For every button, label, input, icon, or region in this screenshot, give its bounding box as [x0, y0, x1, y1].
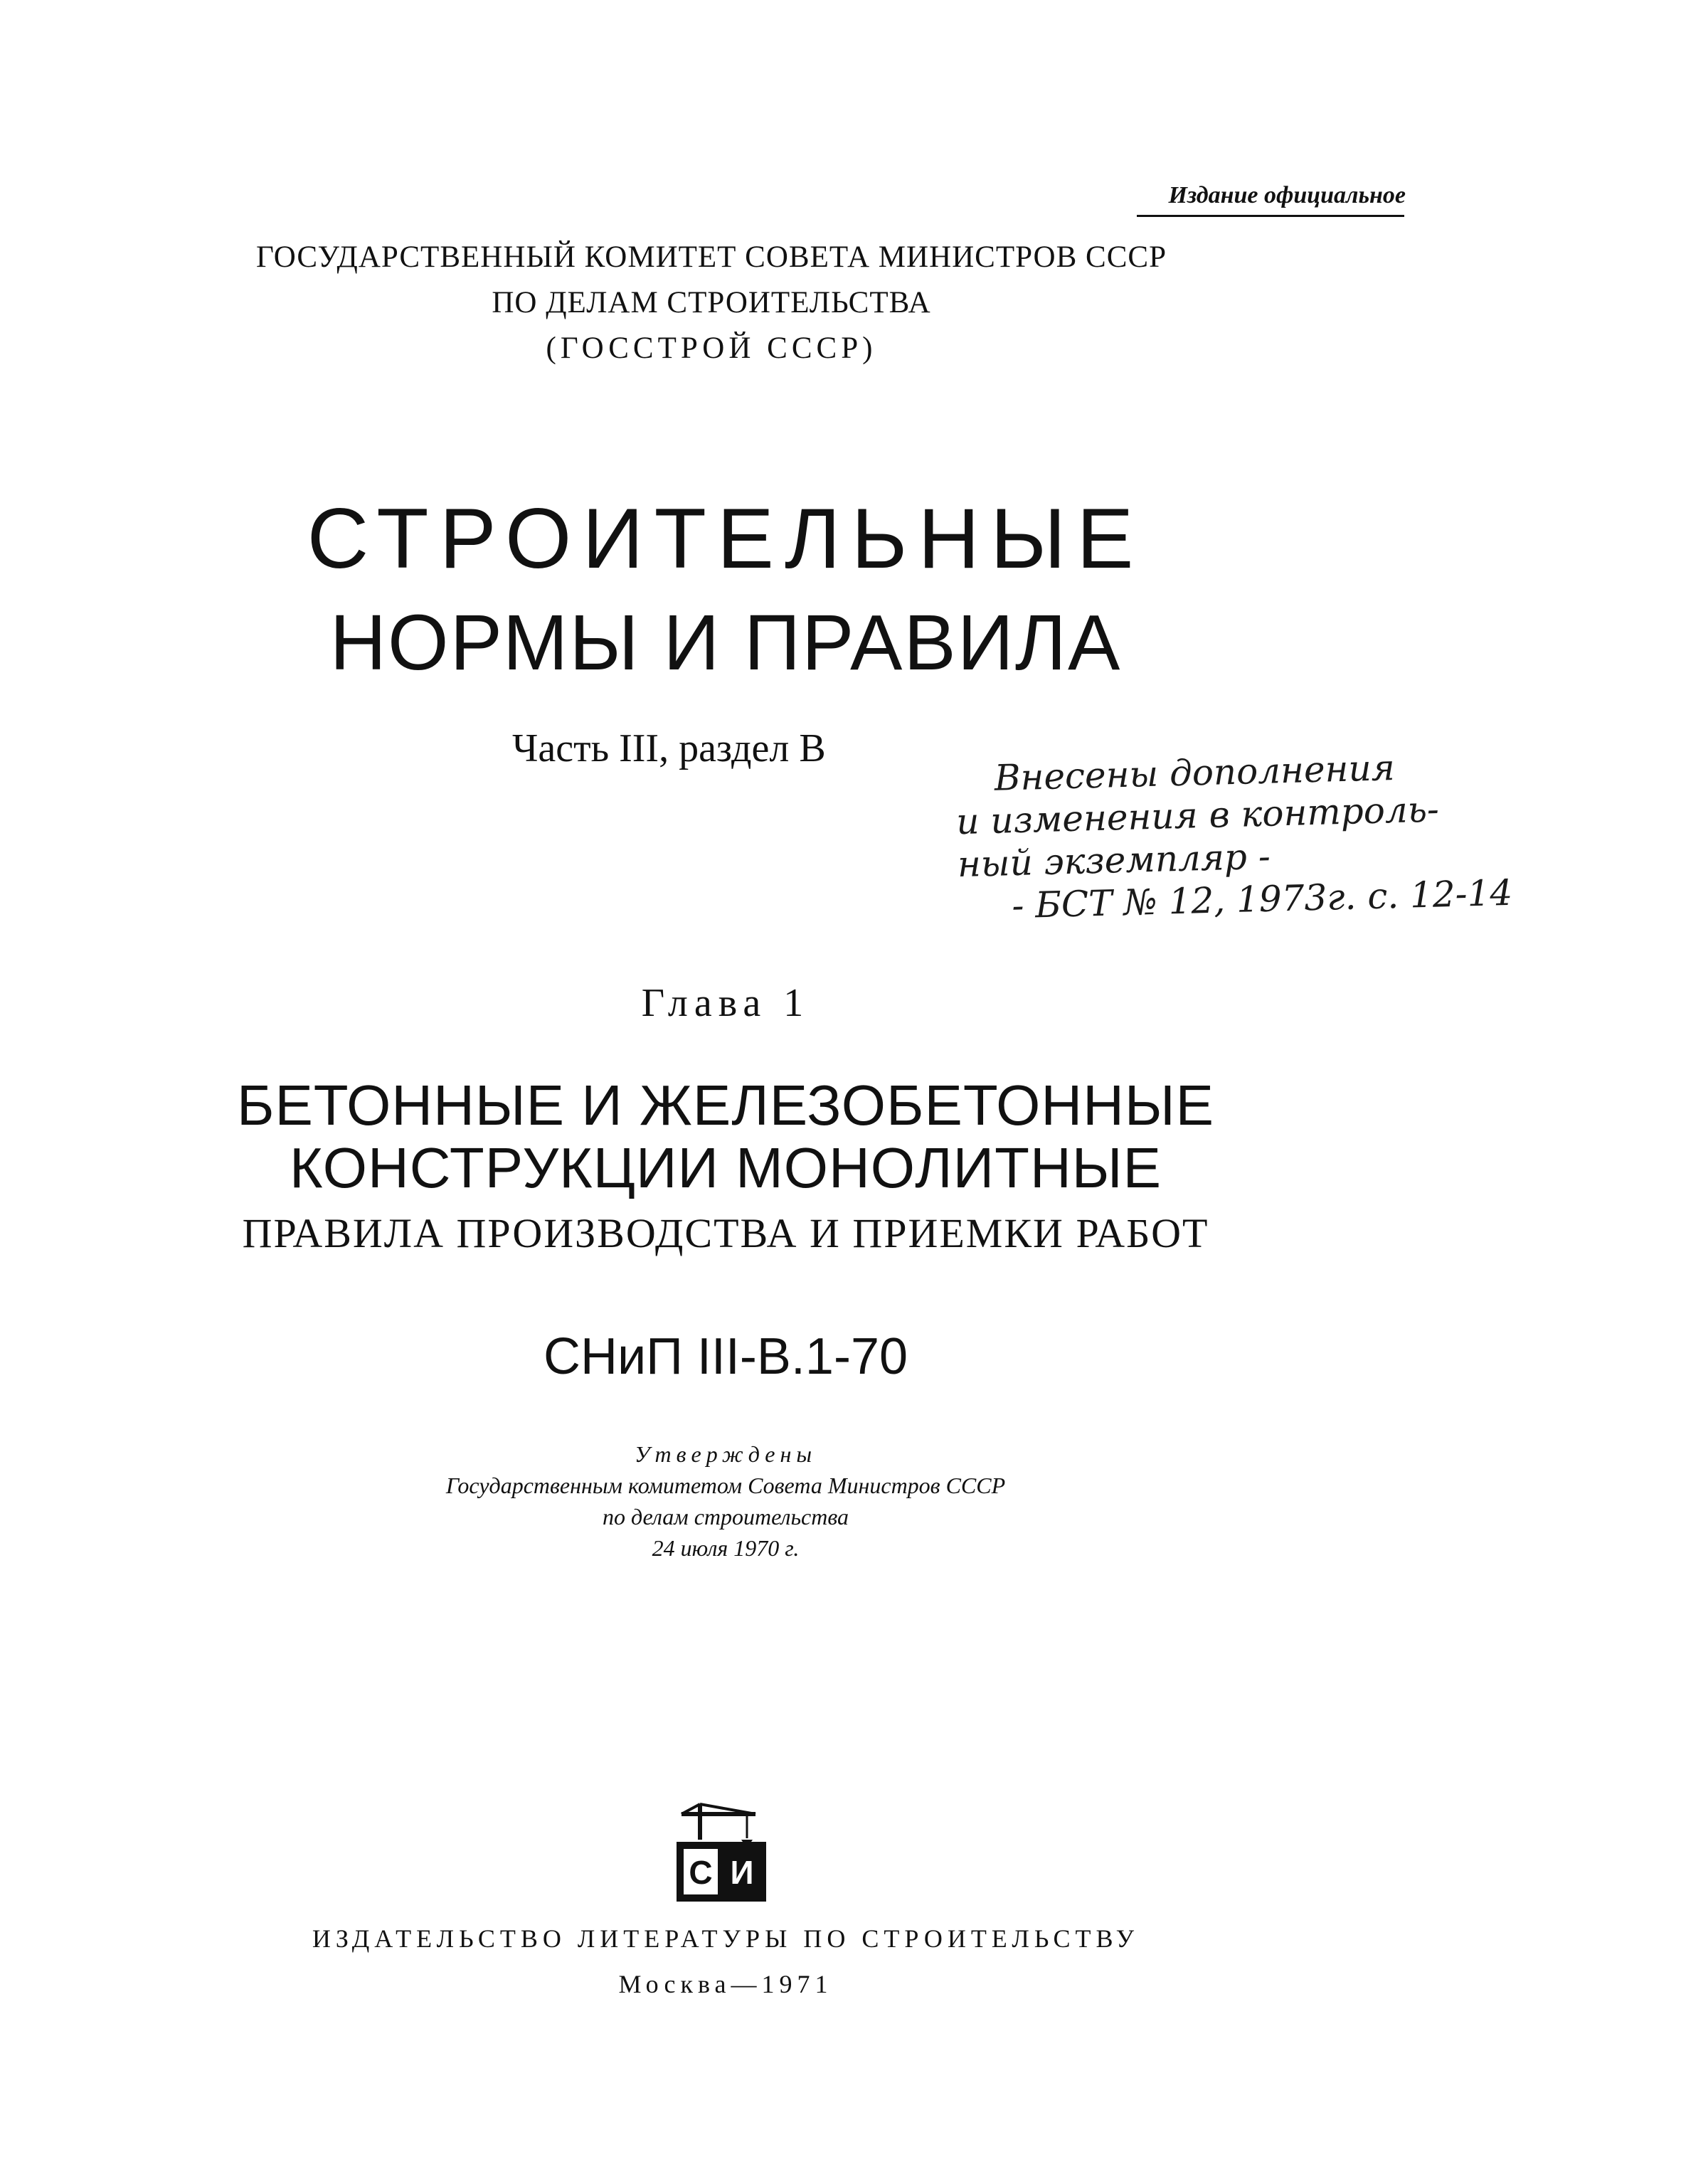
- chapter-subtitle: ПРАВИЛА ПРОИЗВОДСТВА И ПРИЕМКИ РАБОТ: [242, 1210, 1209, 1256]
- approval-block: [0, 1438, 1451, 1564]
- handwritten-note: [955, 743, 1513, 928]
- committee-line-2: ПО ДЕЛАМ СТРОИТЕЛЬСТВА: [492, 286, 931, 319]
- chapter-label: Глава 1: [641, 981, 810, 1025]
- city-year: Москва—1971: [618, 1970, 833, 1998]
- committee-header: [0, 235, 1423, 371]
- chapter-title-line-2: КОНСТРУКЦИИ МОНОЛИТНЫЕ: [290, 1136, 1162, 1199]
- edition-underline: [1137, 215, 1404, 217]
- logo-letter-i: И: [730, 1854, 754, 1891]
- handwritten-note-line-2: и изменения в контроль-: [955, 788, 1440, 843]
- handwritten-note-line-1: Внесены дополнения: [993, 747, 1396, 799]
- committee-line-3: (ГОССТРОЙ СССР): [546, 332, 877, 365]
- approval-line-4: 24 июля 1970 г.: [652, 1535, 800, 1561]
- handwritten-note-line-3: ный экземпляр -: [957, 835, 1271, 886]
- part-section: Часть III, раздел В: [512, 726, 826, 770]
- document-code: СНиП III-В.1-70: [543, 1328, 908, 1385]
- logo-letter-s: С: [689, 1854, 713, 1891]
- main-title-line-2: НОРМЫ И ПРАВИЛА: [329, 599, 1122, 687]
- main-title-line-1: СТРОИТЕЛЬНЫЕ: [307, 491, 1145, 586]
- chapter-title-line-1: БЕТОННЫЕ И ЖЕЛЕЗОБЕТОННЫЕ: [236, 1074, 1215, 1137]
- committee-line-1: ГОСУДАРСТВЕННЫЙ КОМИТЕТ СОВЕТА МИНИСТРОВ СССР: [255, 240, 1167, 274]
- handwritten-note-line-4: - БСТ № 12, 1973г. с. 12-14: [1011, 871, 1513, 927]
- publisher-logo-icon: [676, 1797, 768, 1904]
- approval-line-1: Утверждены: [634, 1441, 817, 1467]
- publisher-name: ИЗДАТЕЛЬСТВО ЛИТЕРАТУРЫ ПО СТРОИТЕЛЬСТВУ: [312, 1924, 1140, 1953]
- approval-line-2: Государственным комитетом Совета Министров СССР: [445, 1473, 1006, 1498]
- edition-label: Издание официальное: [1168, 182, 1406, 208]
- approval-line-3: по делам строительства: [602, 1504, 849, 1530]
